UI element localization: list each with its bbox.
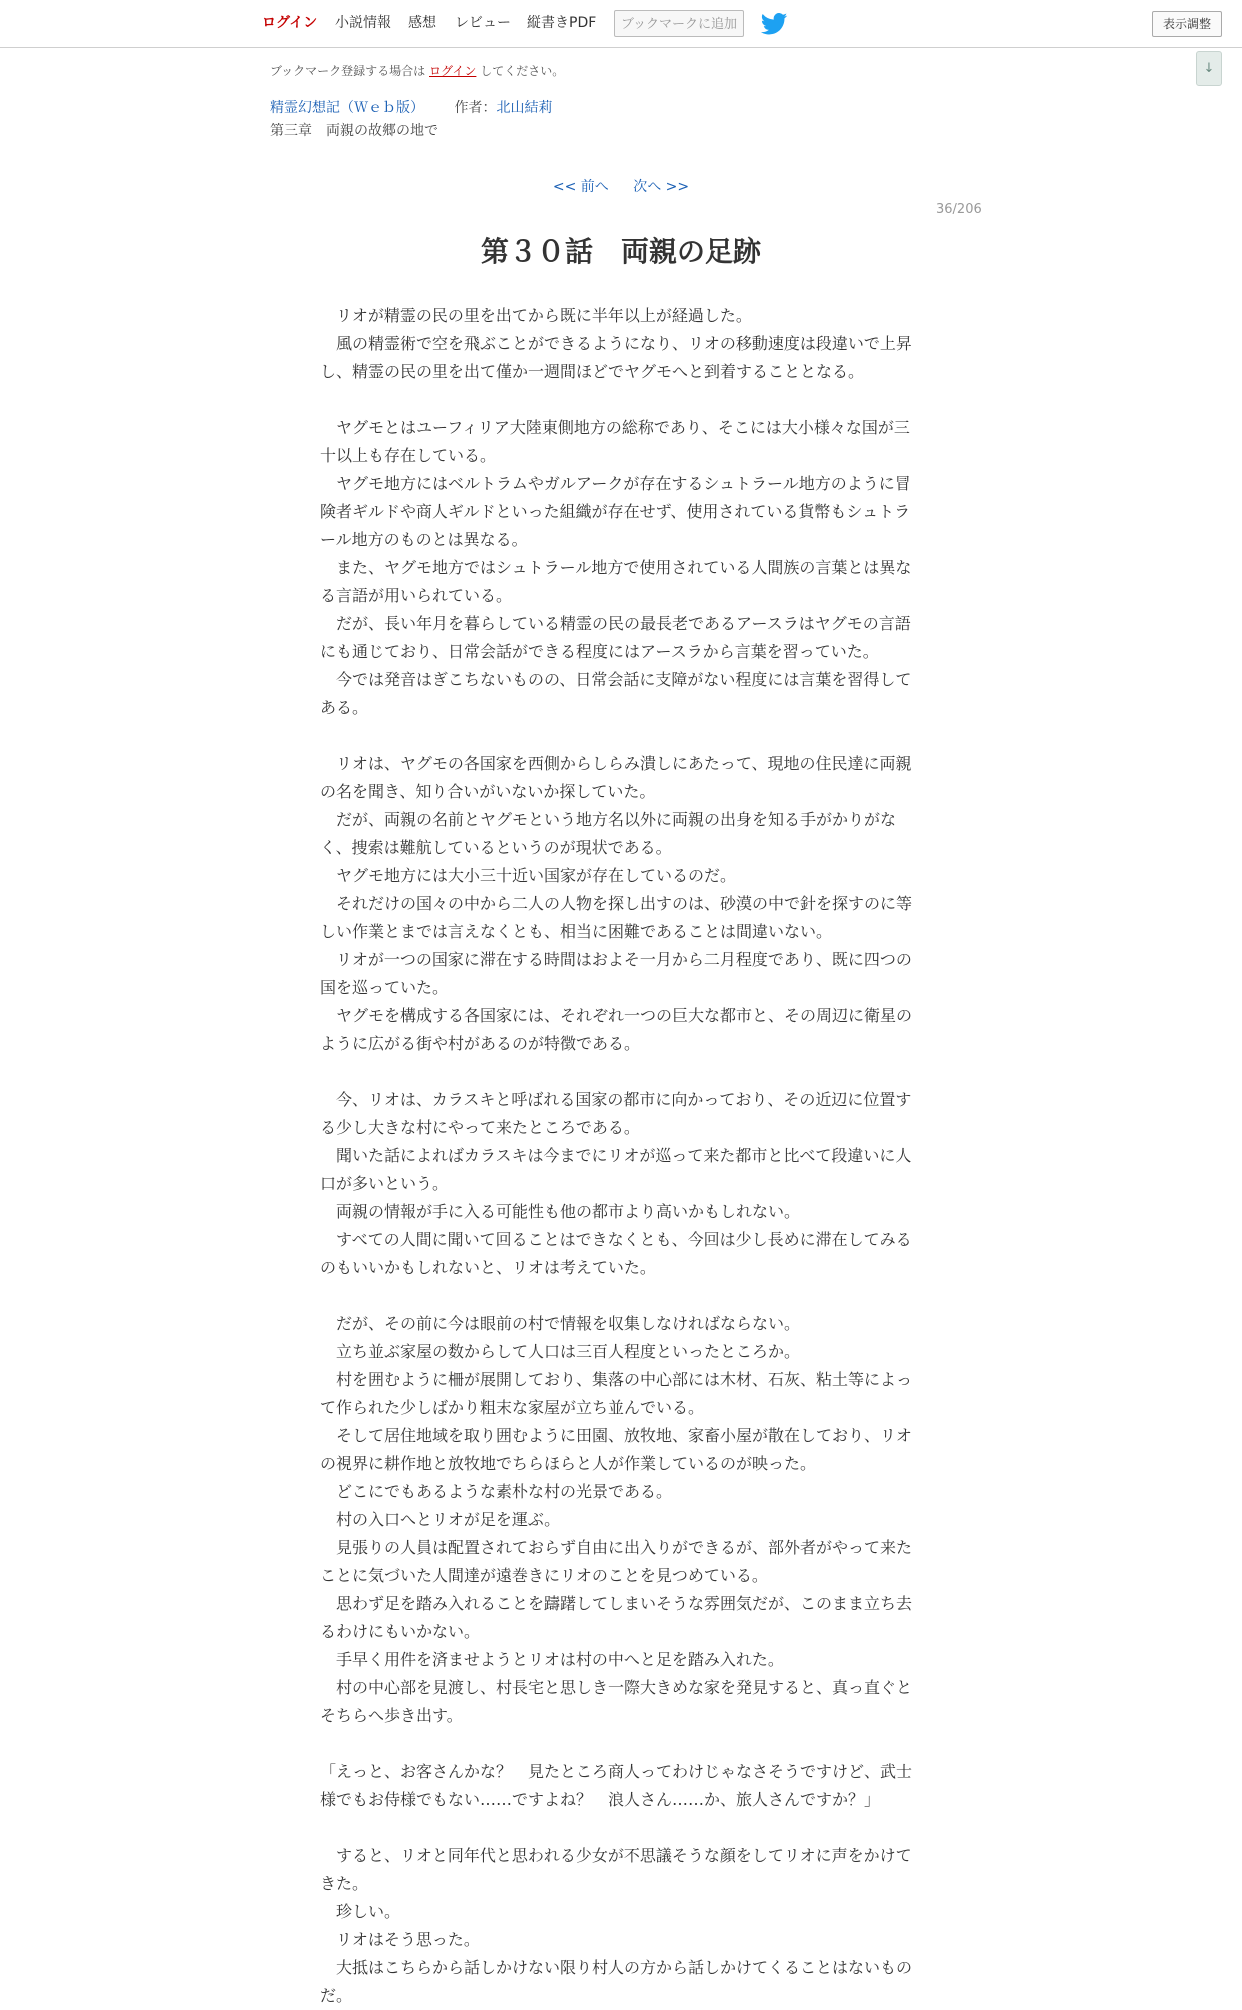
- body-paragraph: 思わず足を踏み入れることを躊躇してしまいそうな雰囲気だが、このまま立ち去るわけにもいかない。: [320, 1594, 913, 1641]
- body-paragraph: 珍しい。: [320, 1902, 401, 1921]
- novel-info-link[interactable]: 小説情報: [335, 15, 391, 31]
- body-paragraph: 今、リオは、カラスキと呼ばれる国家の都市に向かっており、その近辺に位置する少し大きな村にやって来たところである。: [320, 1090, 912, 1137]
- series-title-link[interactable]: 精霊幻想記（Ｗｅｂ版）: [270, 100, 424, 116]
- body-paragraph: 聞いた話によればカラスキは今までにリオが巡って来た都市と比べて段違いに人口が多いという。: [320, 1146, 912, 1193]
- prev-page-link[interactable]: << 前へ: [552, 179, 609, 195]
- body-paragraph: 今では発音はぎこちないものの、日常会話に支障がない程度には言葉を習得してある。: [320, 670, 912, 717]
- body-paragraph: 見張りの人員は配置されておらず自由に出入りができるが、部外者がやって来たことに気づいた人間達が遠巻きにリオのことを見つめている。: [320, 1538, 913, 1585]
- body-paragraph: 村の中心部を見渡し、村長宅と思しき一際大きめな家を発見すると、真っ直ぐとそちらへ歩き出す。: [320, 1678, 913, 1725]
- body-paragraph: 手早く用件を済ませようとリオは村の中へと足を踏み入れた。: [320, 1650, 784, 1669]
- body-paragraph: 立ち並ぶ家屋の数からして人口は三百人程度といったところか。: [320, 1342, 801, 1361]
- chapter-title: 第三章 両親の故郷の地で: [270, 123, 438, 139]
- body-paragraph: ヤグモを構成する各国家には、それぞれ一つの巨大な都市と、その周辺に衛星のように広がる街や村があるのが特徴である。: [320, 1006, 913, 1053]
- body-paragraph: だが、長い年月を暮らしている精霊の民の最長老であるアースラはヤグモの言語にも通じており、日常会話ができる程度にはアースラから言葉を習っていた。: [320, 614, 911, 661]
- twitter-bird-icon[interactable]: [760, 13, 788, 35]
- notice-login-link[interactable]: ログイン: [429, 64, 477, 78]
- body-paragraph: ヤグモ地方には大小三十近い国家が存在しているのだ。: [320, 866, 737, 885]
- body-paragraph: 両親の情報が手に入る可能性も他の都市より高いかもしれない。: [320, 1202, 801, 1221]
- body-paragraph: すべての人間に聞いて回ることはできなくとも、今回は少し長めに滞在してみるのもいいかもしれないと、リオは考えていた。: [320, 1230, 912, 1277]
- body-paragraph: [320, 1730, 914, 1758]
- novel-meta: [270, 97, 552, 117]
- top-header: [0, 0, 1242, 48]
- scroll-down-button[interactable]: ↓: [1196, 51, 1222, 86]
- vertical-pdf-link[interactable]: 縦書きPDF: [527, 15, 597, 31]
- body-paragraph: 村の入口へとリオが足を運ぶ。: [320, 1510, 561, 1529]
- page-number: 36/206: [936, 202, 982, 217]
- body-paragraph: すると、リオと同年代と思われる少女が不思議そうな顔をしてリオに声をかけてきた。: [320, 1846, 912, 1893]
- bookmark-login-notice: [270, 62, 564, 79]
- body-paragraph: ヤグモとはユーフィリア大陸東側地方の総称であり、そこには大小様々な国が三十以上も存在している。: [320, 418, 910, 465]
- body-paragraph: また、ヤグモ地方ではシュトラール地方で使用されている人間族の言葉とは異なる言語が用いられている。: [320, 558, 912, 605]
- body-paragraph: それだけの国々の中から二人の人物を探し出すのは、砂漠の中で針を探すのに等しい作業とまでは言えなくとも、相当に困難であることは間違いない。: [320, 894, 913, 941]
- notice-text-before: ブックマーク登録する場合は: [270, 64, 426, 78]
- body-paragraph: [320, 386, 914, 414]
- body-paragraph: リオが精霊の民の里を出てから既に半年以上が経過した。: [320, 306, 752, 325]
- body-paragraph: [320, 1282, 914, 1310]
- body-paragraph: どこにでもあるような素朴な村の光景である。: [320, 1482, 673, 1501]
- body-paragraph: [320, 722, 914, 750]
- add-bookmark-button[interactable]: ブックマークに追加: [614, 10, 744, 37]
- pager: [0, 176, 1242, 196]
- body-paragraph: 風の精霊術で空を飛ぶことができるようになり、リオの移動速度は段違いで上昇し、精霊の民の里を出て僅か一週間ほどでヤグモへと到着することとなる。: [320, 334, 912, 381]
- display-settings-button[interactable]: 表示調整: [1152, 11, 1222, 37]
- notice-text-after: してください。: [480, 64, 565, 78]
- body-paragraph: だが、その前に今は眼前の村で情報を収集しなければならない。: [320, 1314, 801, 1333]
- body-paragraph: リオはそう思った。: [320, 1930, 480, 1949]
- login-link[interactable]: ログイン: [262, 15, 318, 31]
- body-paragraph: 「えっと、お客さんかな？ 見たところ商人ってわけじゃなさそうですけど、武士様でもお侍様でもない……ですよね？ 浪人さん……か、旅人さんですか？」: [320, 1762, 913, 1809]
- body-paragraph: リオは、ヤグモの各国家を西側からしらみ潰しにあたって、現地の住民達に両親の名を聞き、知り合いがいないか探していた。: [320, 754, 912, 801]
- next-page-link[interactable]: 次へ >>: [633, 179, 690, 195]
- body-paragraph: リオが一つの国家に滞在する時間はおよそ一月から二月程度であり、既に四つの国を巡っていた。: [320, 950, 912, 997]
- body-paragraph: 大抵はこちらから話しかけない限り村人の方から話しかけてくることはないものだ。: [320, 1958, 913, 2005]
- author-label: 作者：: [454, 100, 497, 116]
- review-link[interactable]: レビュー: [455, 15, 511, 31]
- body-paragraph: そして居住地域を取り囲むように田園、放牧地、家畜小屋が散在しており、リオの視界に耕作地と放牧地でちらほらと人が作業しているのが映った。: [320, 1426, 912, 1473]
- body-paragraph: ヤグモ地方にはベルトラムやガルアークが存在するシュトラール地方のように冒険者ギルドや商人ギルドといった組織が存在せず、使用されている貨幣もシュトラール地方のものとは異なる。: [320, 474, 911, 549]
- body-paragraph: [320, 1058, 914, 1086]
- author-link[interactable]: 北山結莉: [496, 100, 553, 116]
- body-paragraph: だが、両親の名前とヤグモという地方名以外に両親の出身を知る手がかりがなく、捜索は難航しているというのが現状である。: [320, 810, 897, 857]
- body-paragraph: [320, 1814, 914, 1842]
- novel-body: [320, 302, 914, 2010]
- body-paragraph: 村を囲むように柵が展開しており、集落の中心部には木材、石灰、粘土等によって作られた少しばかり粗末な家屋が立ち並んでいる。: [320, 1370, 913, 1417]
- episode-title: 第３０話 両親の足跡: [480, 235, 761, 268]
- impressions-link[interactable]: 感想: [408, 15, 436, 31]
